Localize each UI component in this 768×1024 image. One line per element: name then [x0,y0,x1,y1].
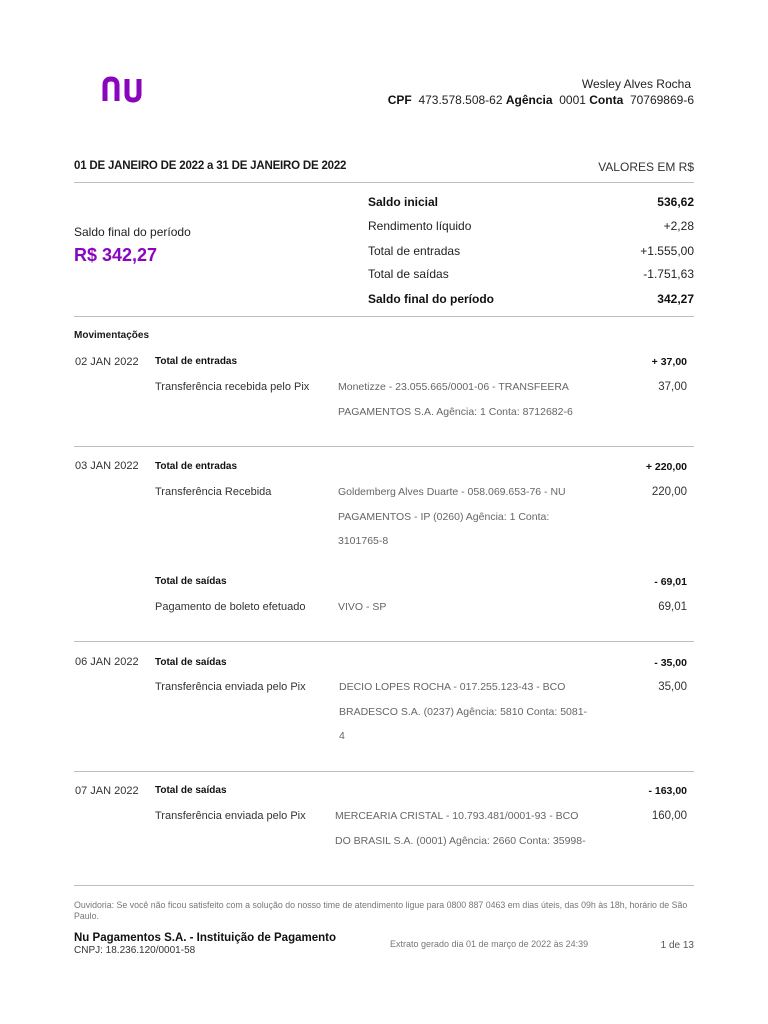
detail-line: PAGAMENTOS - IP (0260) Agência: 1 Conta: [338,510,550,523]
movement-date: 02 JAN 2022 [75,356,139,368]
transaction-amount: 69,01 [658,601,687,613]
movements-title: Movimentações [74,330,150,341]
group-title: Total de entradas [155,461,238,472]
company-name: Nu Pagamentos S.A. - Instituição de Pagamento [74,932,336,944]
summary-label: Saldo final do período [368,292,494,306]
company-cnpj: CNPJ: 18.236.120/0001-58 [74,945,196,956]
movement-date: 07 JAN 2022 [75,785,139,797]
movement-date: 06 JAN 2022 [75,656,139,668]
conta-label: Conta [589,93,624,107]
transaction-description: Transferência enviada pelo Pix [155,810,306,822]
group-title: Total de saídas [155,576,227,587]
divider [74,316,694,317]
detail-line: DECIO LOPES ROCHA - 017.255.123-43 - BCO [339,681,566,693]
divider [74,446,694,447]
conta-value: 70769869-6 [629,93,694,107]
detail-line: MERCEARIA CRISTAL - 10.793.481/0001-93 - BCO [335,810,579,822]
divider [74,885,694,886]
summary-value: +1.555,00 [640,244,694,258]
transaction-description: Transferência recebida pelo Pix [155,381,310,393]
group-title: Total de saídas [155,785,227,796]
movement-date: 03 JAN 2022 [75,460,139,472]
summary-label: Saldo inicial [368,195,439,209]
saldo-final-value: R$ 342,27 [74,245,158,265]
svg-text:nu: nu [100,74,102,75]
group-total: - 35,00 [654,657,687,669]
transaction-amount: 160,00 [651,810,687,822]
summary-value: -1.751,63 [643,267,694,281]
divider [74,771,694,772]
nubank-logo [100,74,150,106]
transaction-details [338,595,598,620]
ouvidoria-note: Ouvidoria: Se você não ficou satisfeito com a solução do nosso time de atendimento ligue para 0800 887 0463 em dias úteis, das 09h às 18h, horário de São Paulo. [74,900,688,921]
saldo-final-label: Saldo final do período [74,225,191,239]
transaction-amount: 220,00 [651,486,687,498]
transaction-description: Transferência Recebida [155,486,272,498]
detail-line: 3101765-8 [338,535,389,547]
group-title: Total de entradas [155,356,238,367]
page-number: 1 de 13 [660,940,694,951]
transaction-details [338,375,598,424]
summary-value: 342,27 [657,292,694,306]
detail-line: Goldemberg Alves Duarte - 058.069.653-76 - NU [338,486,566,498]
agencia-label: Agência [505,93,553,107]
transaction-amount: 37,00 [658,381,687,393]
transaction-amount: 35,00 [658,681,687,693]
agencia-value: 0001 [559,93,586,107]
statement-period: 01 DE JANEIRO DE 2022 a 31 DE JANEIRO DE 2022 [74,160,347,172]
detail-line: PAGAMENTOS S.A. Agência: 1 Conta: 8712682-6 [338,405,573,418]
detail-line: Monetizze - 23.055.665/0001-06 - TRANSFEERA [338,381,569,393]
transaction-description: Transferência enviada pelo Pix [155,681,306,693]
group-total: + 37,00 [651,356,687,368]
cpf-label: CPF [387,93,412,107]
account-identifiers [388,93,694,107]
transaction-details [335,804,595,853]
transaction-details [339,675,599,749]
detail-line: 4 [339,730,345,742]
group-total: - 163,00 [648,785,687,797]
account-holder-name: Wesley Alves Rocha [581,77,691,91]
detail-line: VIVO - SP [338,601,387,613]
transaction-description: Pagamento de boleto efetuado [155,601,306,613]
divider [74,182,694,183]
detail-line: DO BRASIL S.A. (0001) Agência: 2660 Conta: 35998- [335,834,586,847]
summary-label: Total de saídas [368,267,449,281]
group-total: + 220,00 [645,461,687,473]
summary-value: 536,62 [657,195,694,209]
group-title: Total de saídas [155,657,227,668]
summary-label: Rendimento líquido [368,219,472,233]
detail-line: BRADESCO S.A. (0237) Agência: 5810 Conta: 5081- [339,705,588,718]
generated-note: Extrato gerado dia 01 de março de 2022 às 24:39 [390,939,589,949]
transaction-details [338,480,598,554]
cpf-value: 473.578.508-62 [418,93,503,107]
currency-note: VALORES EM R$ [598,160,694,174]
group-total: - 69,01 [654,576,687,588]
summary-value: +2,28 [663,219,694,233]
divider [74,641,694,642]
summary-label: Total de entradas [368,244,461,258]
